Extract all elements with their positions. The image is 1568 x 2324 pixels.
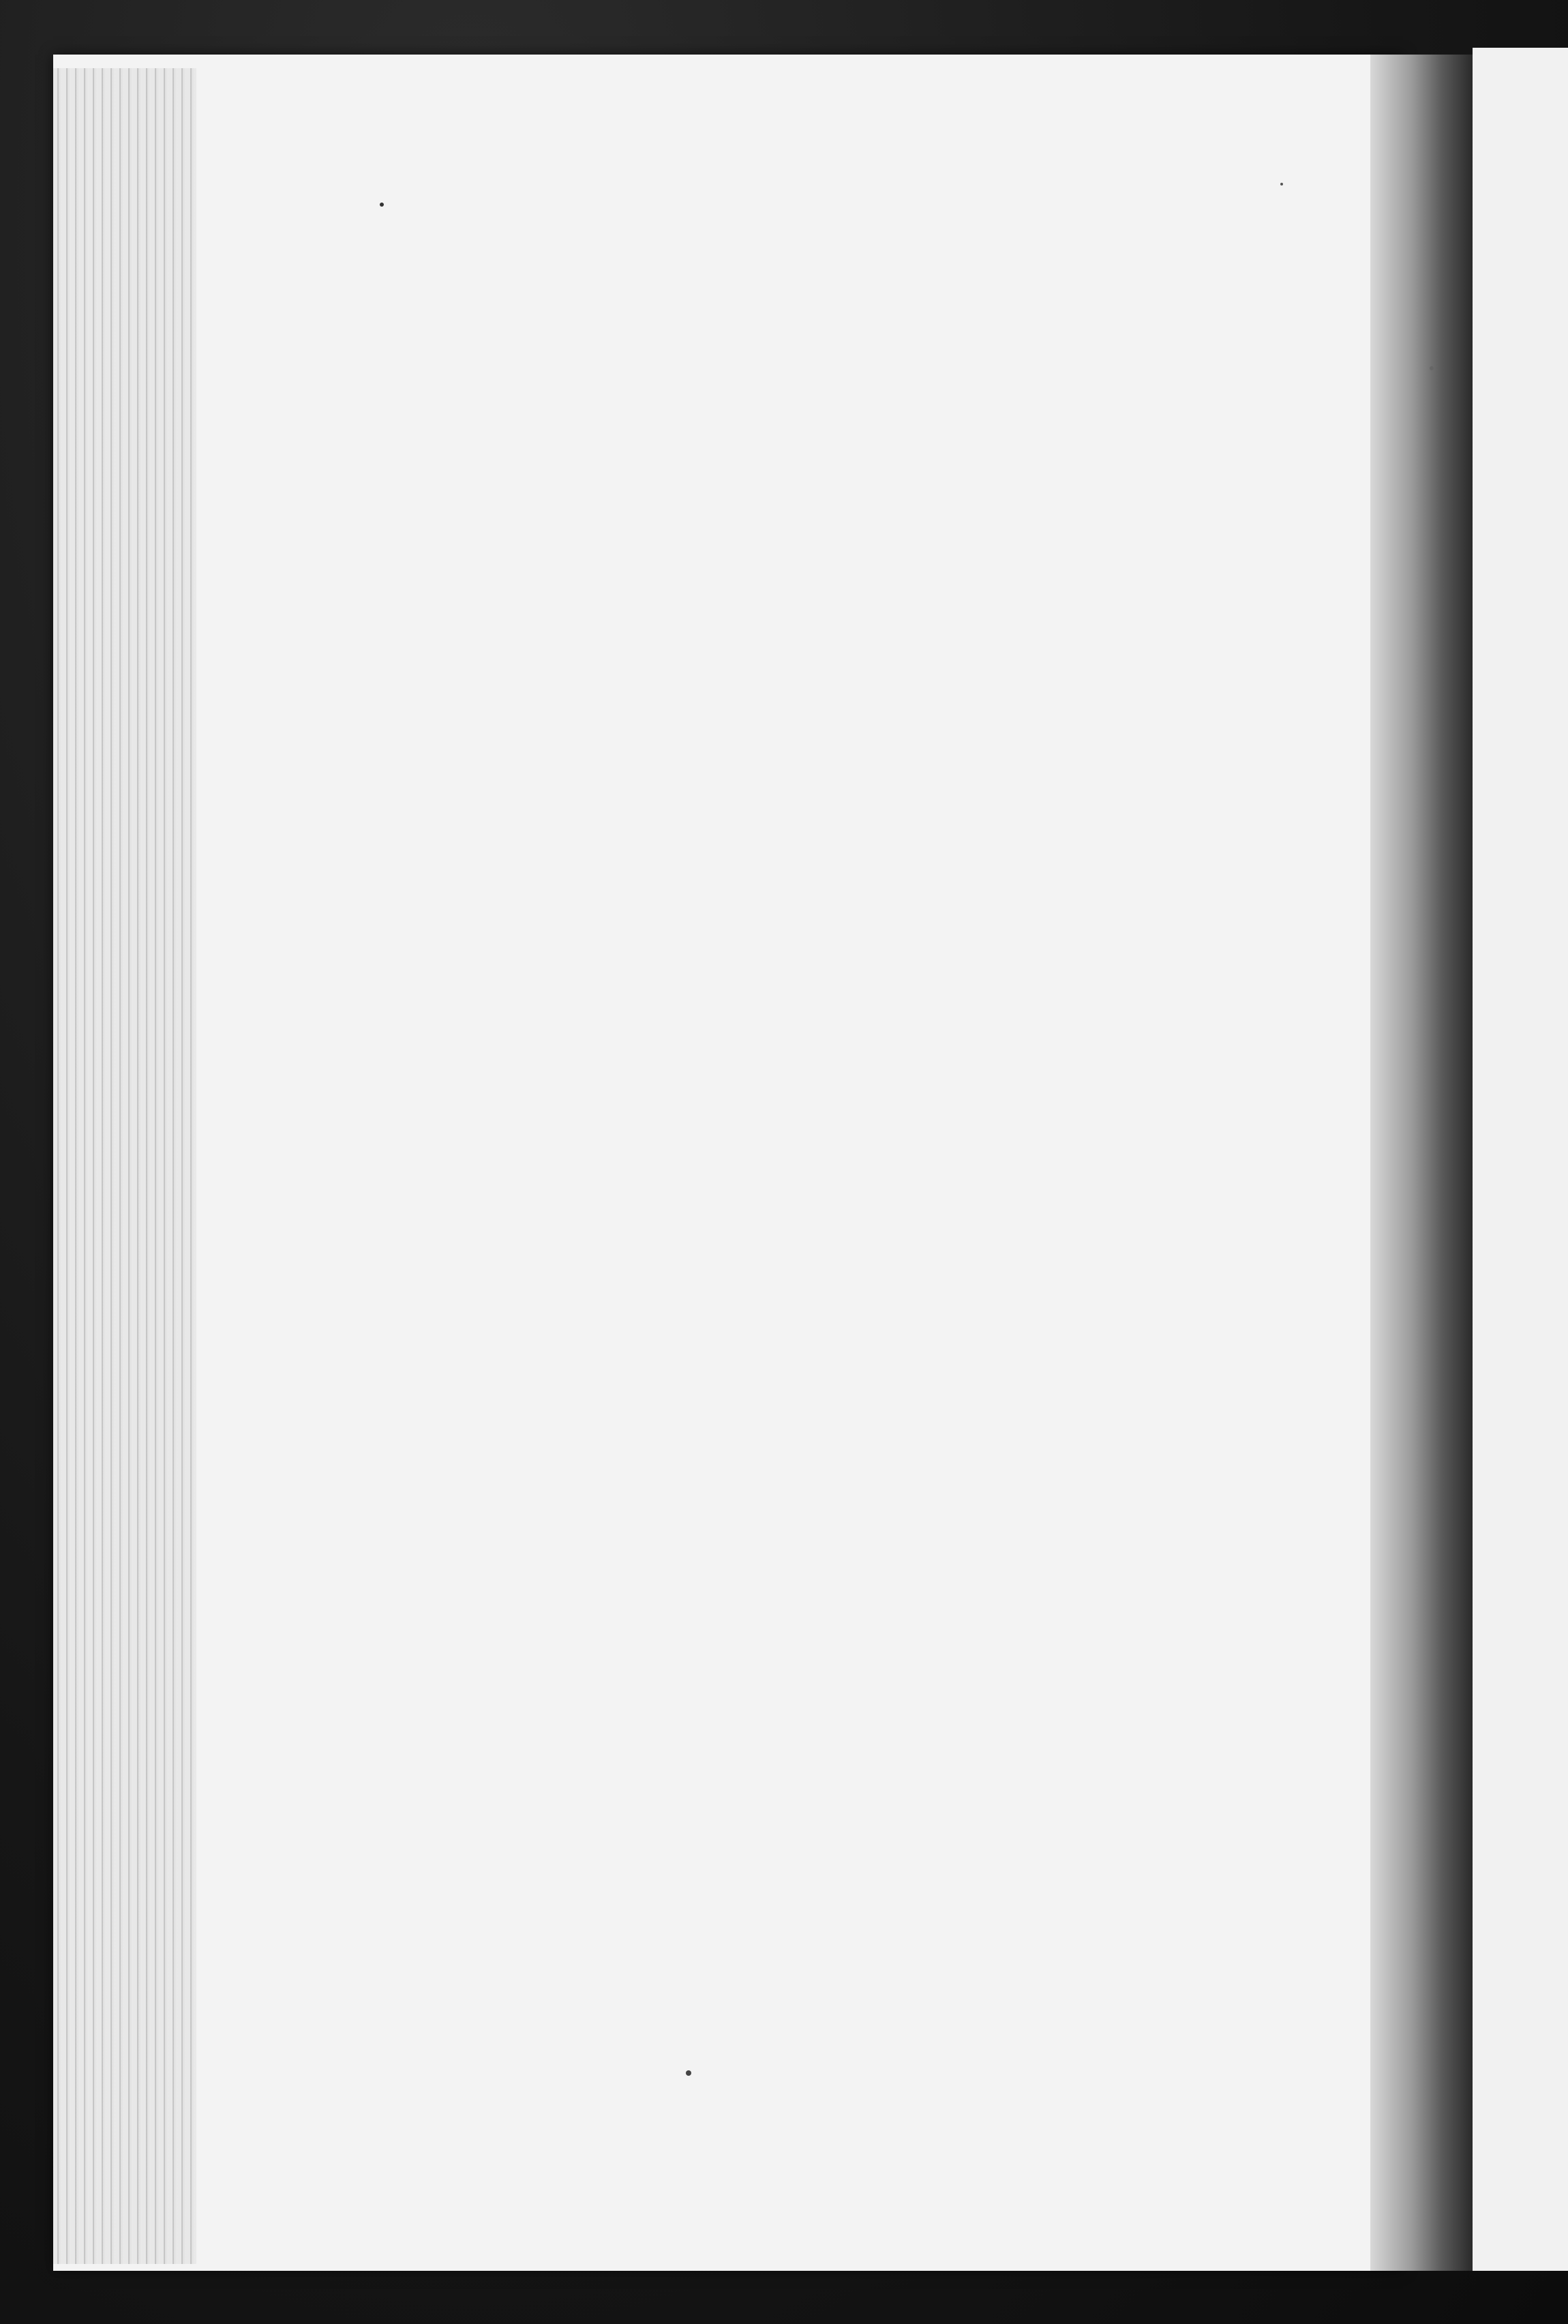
page-edge-stack <box>53 68 196 2264</box>
facing-page <box>1473 48 1568 2271</box>
book-page <box>53 55 1403 2271</box>
running-head <box>379 265 1361 319</box>
gutter-shadow <box>1370 55 1473 2271</box>
